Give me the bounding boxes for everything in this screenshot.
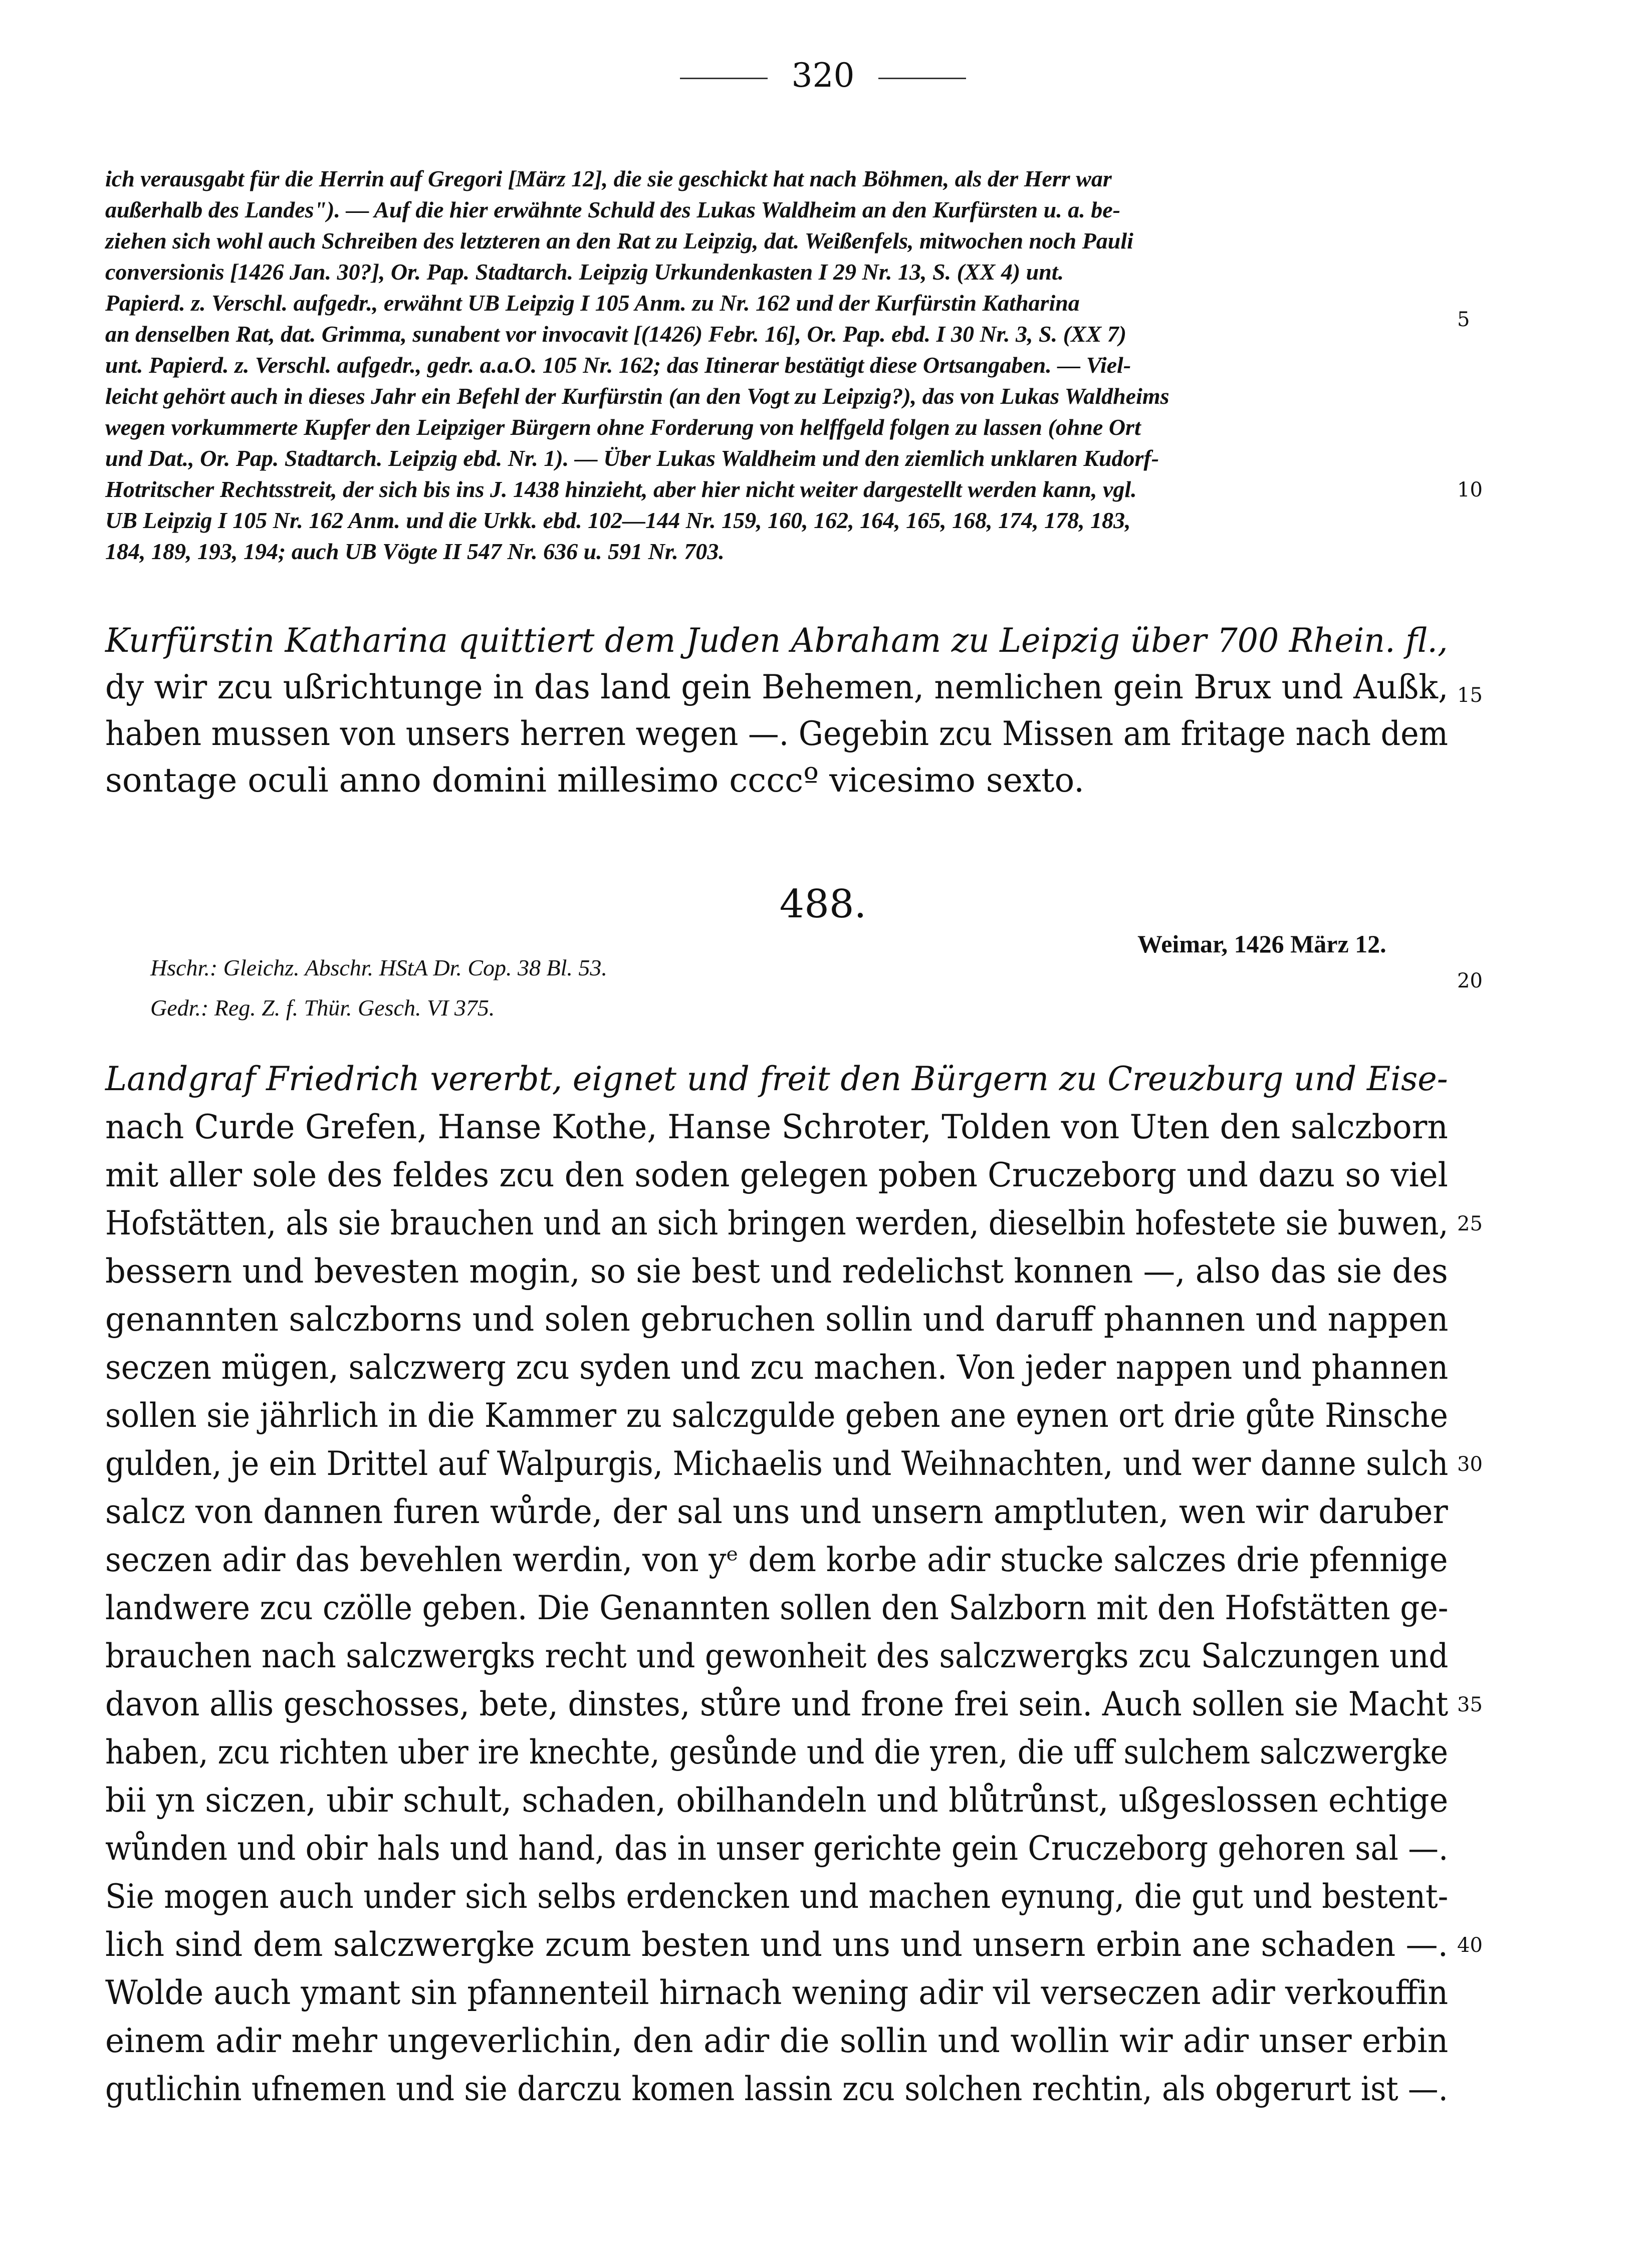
body-line: bessern und bevesten mogin, so sie best und redelichst konnen —, also das sie des bbox=[105, 1252, 1448, 1291]
body-line: landwere zcu czölle geben. Die Genannten sollen den Salzborn mit den Hofstätten ge- bbox=[105, 1589, 1449, 1627]
body-line: gulden, je ein Drittel auf Walpurgis, Michaelis und Weihnachten, und wer danne sulch bbox=[105, 1444, 1449, 1483]
footnote-line: Papierd. z. Verschl. aufgedr., erwähnt UB Leipzig I 105 Anm. zu Nr. 162 und der Kurfürstin Katharina bbox=[105, 290, 1080, 316]
body-line: gutlichin ufnemen und sie darczu komen lassin zcu solchen rechtin, als obgerurt ist —. bbox=[105, 2070, 1448, 2108]
body-line: wůnden und obir hals und hand, das in unser gerichte gein Cruczeborg gehoren sal —. bbox=[105, 1829, 1449, 1868]
body-line: lich sind dem salczwergke zcum besten und uns und unsern erbin ane schaden —. bbox=[105, 1925, 1448, 1964]
body-line: einem adir mehr ungeverlichin, den adir die sollin und wollin wir adir unser erbin bbox=[105, 2022, 1449, 2060]
body-line: Sie mogen auch under sich selbs erdencken und machen eynung, die gut und bestent- bbox=[105, 1877, 1449, 1916]
body-line: genannten salczborns und solen gebruchen sollin und daruff phannen und nappen bbox=[105, 1300, 1449, 1339]
line-number: 30 bbox=[1457, 1453, 1483, 1476]
page-number-label: 320 bbox=[791, 56, 855, 95]
footnote-line: conversionis [1426 Jan. 30?], Or. Pap. Stadtarch. Leipzig Urkundenkasten I 29 Nr. 13, S. (XX 4) unt. bbox=[105, 259, 1064, 285]
line-number: 35 bbox=[1457, 1693, 1483, 1716]
footnote-line: 184, 189, 193, 194; auch UB Vögte II 547 Nr. 636 u. 591 Nr. 703. bbox=[105, 539, 725, 564]
body-line: brauchen nach salczwergks recht und gewonheit des salczwergks zcu Salczungen und bbox=[105, 1637, 1449, 1675]
body-line: seczen mügen, salczwerg zcu syden und zcu machen. Von jeder nappen und phannen bbox=[105, 1348, 1449, 1387]
divider bbox=[878, 78, 966, 79]
body-line: davon allis geschosses, bete, dinstes, stůre und frone frei sein. Auch sollen sie Macht bbox=[105, 1685, 1449, 1723]
footnote-line: unt. Papierd. z. Verschl. aufgedr., gedr. a.a.O. 105 Nr. 162; das Itinerar bestätigt diese Ortsangaben. — Viel- bbox=[105, 352, 1131, 378]
footnote-line: und Dat., Or. Pap. Stadtarch. Leipzig ebd. Nr. 1). — Über Lukas Waldheim und den ziemlich unklaren Kudorf- bbox=[105, 445, 1159, 471]
footnote-line: an denselben Rat, dat. Grimma, sunabent vor invocavit [(1426) Febr. 16], Or. Pap. ebd. I 30 Nr. 3, S. (XX 7) bbox=[105, 321, 1127, 347]
line-number: 20 bbox=[1457, 969, 1483, 992]
body-line: seczen adir das bevehlen werdin, von yᵉ dem korbe adir stucke salczes drie pfennige bbox=[105, 1541, 1448, 1579]
body-line: Wolde auch ymant sin pfannenteil hirnach wening adir vil verseczen adir verkouffin bbox=[105, 1973, 1449, 2012]
footnote-line: wegen vorkummerte Kupfer den Leipziger Bürgern ohne Forderung von helffgeld folgen zu lassen (ohne Ort bbox=[105, 414, 1141, 440]
source-manuscript: Hschr.: Gleichz. Abschr. HStA Dr. Cop. 38 Bl. 53. bbox=[150, 955, 607, 980]
line-number: 5 bbox=[1457, 308, 1470, 331]
body-line: Hofstätten, als sie brauchen und an sich bringen werden, dieselbin hofestete sie buwen, bbox=[105, 1204, 1449, 1242]
footnote-line: ich verausgabt für die Herrin auf Gregori [März 12], die sie geschickt hat nach Böhmen, als der Herr war bbox=[105, 166, 1112, 191]
body-line: nach Curde Grefen, Hanse Kothe, Hanse Schroter, Tolden von Uten den salczborn bbox=[105, 1108, 1448, 1146]
body-line: haben, zcu richten uber ire knechte, gesůnde und die yren, die uff sulchem salczwergke bbox=[105, 1733, 1448, 1772]
body-line: salcz von dannen furen wůrde, der sal uns und unsern amptluten, wen wir daruber bbox=[105, 1492, 1448, 1531]
footnote-line: UB Leipzig I 105 Nr. 162 Anm. und die Urkk. ebd. 102—144 Nr. 159, 160, 162, 164, 165, 168, 174, 178, 183, bbox=[105, 508, 1131, 533]
body-line: Landgraf Friedrich vererbt, eignet und freit den Bürgern zu Creuzburg und Eise- bbox=[105, 1060, 1448, 1098]
line-number: 40 bbox=[1457, 1934, 1483, 1957]
footnote-line: ziehen sich wohl auch Schreiben des letzteren an den Rat zu Leipzig, dat. Weißenfels, mitwochen noch Pauli bbox=[105, 228, 1133, 254]
footnote-line: leicht gehört auch in dieses Jahr ein Befehl der Kurfürstin (an den Vogt zu Leipzig?), das von Lukas Waldheims bbox=[105, 383, 1169, 409]
document-number: 488. bbox=[779, 882, 867, 927]
body-line: dy wir zcu ußrichtunge in das land gein Behemen, nemlichen gein Brux und Außk, bbox=[105, 668, 1449, 706]
page-number bbox=[0, 56, 1646, 95]
divider bbox=[680, 78, 768, 79]
source-print: Gedr.: Reg. Z. f. Thür. Gesch. VI 375. bbox=[150, 995, 495, 1021]
line-number: 25 bbox=[1457, 1212, 1483, 1235]
body-line: bii yn siczen, ubir schult, schaden, obilhandeln und blůtrůnst, ußgeslossen echtige bbox=[105, 1781, 1449, 1820]
body-line: sollen sie jährlich in die Kammer zu salczgulde geben ane eynen ort drie gůte Rinsche bbox=[105, 1396, 1448, 1435]
body-line: mit aller sole des feldes zcu den soden gelegen poben Cruczeborg und dazu so viel bbox=[105, 1156, 1448, 1194]
line-number: 10 bbox=[1457, 478, 1483, 501]
line-number: 15 bbox=[1457, 684, 1483, 707]
dateline: Weimar, 1426 März 12. bbox=[1137, 930, 1386, 958]
body-line: haben mussen von unsers herren wegen —. Gegebin zcu Missen am fritage nach dem bbox=[105, 714, 1448, 753]
footnote-line: Hotritscher Rechtsstreit, der sich bis ins J. 1438 hinzieht, aber hier nicht weiter dargestellt werden kann, vgl. bbox=[105, 476, 1137, 502]
body-line: Kurfürstin Katharina quittiert dem Juden Abraham zu Leipzig über 700 Rhein. fl., bbox=[105, 621, 1448, 660]
body-line: sontage oculi anno domini millesimo ccccº vicesimo sexto. bbox=[105, 761, 1085, 800]
footnote-line: außerhalb des Landes"). — Auf die hier erwähnte Schuld des Lukas Waldheim an den Kurfürsten u. a. be- bbox=[105, 197, 1120, 222]
